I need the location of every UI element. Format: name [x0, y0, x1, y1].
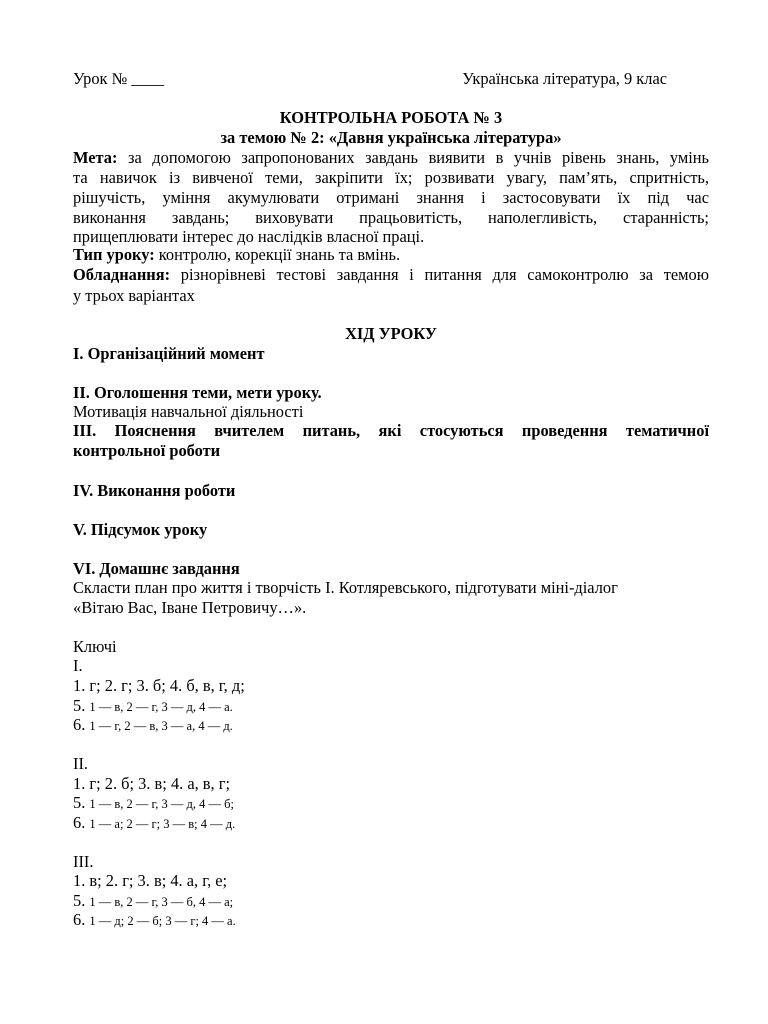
variant-2-key-1: 1. г; 2. б; 3. в; 4. а, в, г;	[73, 774, 231, 793]
homework-line-2: «Вітаю Вас, Іване Петровичу…».	[73, 598, 307, 617]
section-3-line-2: контрольної роботи	[73, 441, 221, 460]
homework-line-1: Скласти план про життя і творчість І. Котляревського, підготувати міні-діалог	[73, 578, 618, 597]
goal-label: Мета:	[73, 148, 118, 167]
variant-2-key-5: 5. 1 — в, 2 — г, 3 — д, 4 — б;	[73, 793, 234, 812]
document-title: КОНТРОЛЬНА РОБОТА № 3	[279, 108, 503, 127]
section-4: ІV. Виконання роботи	[73, 481, 236, 500]
goal-text-1: за допомогою запропонованих завдань виявити в учнів рівень знань, умінь	[128, 148, 709, 167]
equipment-label: Обладнання:	[73, 265, 171, 284]
section-1: І. Організаційний момент	[73, 344, 265, 363]
variant-2-key-6: 6. 1 — а; 2 — г; 3 — в; 4 — д.	[73, 813, 236, 832]
variant-1-key-6: 6. 1 — г, 2 — в, 3 — а, 4 — д.	[73, 715, 233, 734]
variant-3-key-6: 6. 1 — д; 2 — б; 3 — г; 4 — а.	[73, 910, 236, 929]
equipment-line-2: у трьох варіантах	[73, 286, 195, 305]
document-subtitle: за темою № 2: «Давня українська література»	[220, 128, 562, 147]
goal-line-2: та навичок із вивченої теми, закріпити їх; розвивати увагу, пам’ять, спритність,	[73, 168, 709, 187]
header-line	[73, 69, 709, 89]
variant-1-key-1: 1. г; 2. г; 3. б; 4. б, в, г, д;	[73, 676, 245, 695]
lesson-type-line	[73, 245, 709, 265]
equipment-line-1	[73, 265, 709, 285]
goal-line-3: рішучість, уміння акумулювати отримані знання і застосовувати їх під час	[73, 188, 709, 207]
lesson-type-text: контролю, корекції знань та вмінь.	[158, 245, 401, 264]
variant-3-label: ІІІ.	[73, 852, 94, 871]
variant-3-key-1: 1. в; 2. г; 3. в; 4. а, г, е;	[73, 871, 228, 890]
variant-3-key-5: 5. 1 — в, 2 — г, 3 — б, 4 — а;	[73, 891, 234, 910]
section-6: VІ. Домашнє завдання	[73, 559, 240, 578]
lesson-type-label: Тип уроку:	[73, 245, 155, 264]
subject-label: Українська література, 9 клас	[462, 69, 667, 88]
variant-1-key-5: 5. 1 — в, 2 — г, 3 — д, 4 — а.	[73, 696, 233, 715]
section-5: V. Підсумок уроку	[73, 520, 208, 539]
goal-line-1	[73, 148, 709, 168]
section-2: ІІ. Оголошення теми, мети уроку.	[73, 383, 322, 402]
variant-1-label: І.	[73, 656, 83, 675]
keys-heading: Ключі	[73, 637, 117, 656]
equipment-text-1: різнорівневі тестові завдання і питання для самоконтролю за темою	[180, 265, 709, 284]
lesson-number: Урок № ____	[73, 69, 165, 88]
goal-line-4: виконання завдань; виховувати працьовитість, наполегливість, старанність;	[73, 208, 709, 227]
section-2-text: Мотивація навчальної діяльності	[73, 402, 304, 421]
variant-2-label: ІІ.	[73, 754, 89, 773]
progress-heading: ХІД УРОКУ	[345, 324, 437, 343]
section-3-line-1: ІІІ. Пояснення вчителем питань, які стосуються проведення тематичної	[73, 421, 709, 440]
goal-line-5: прищеплювати інтерес до наслідків власної праці.	[73, 227, 425, 246]
